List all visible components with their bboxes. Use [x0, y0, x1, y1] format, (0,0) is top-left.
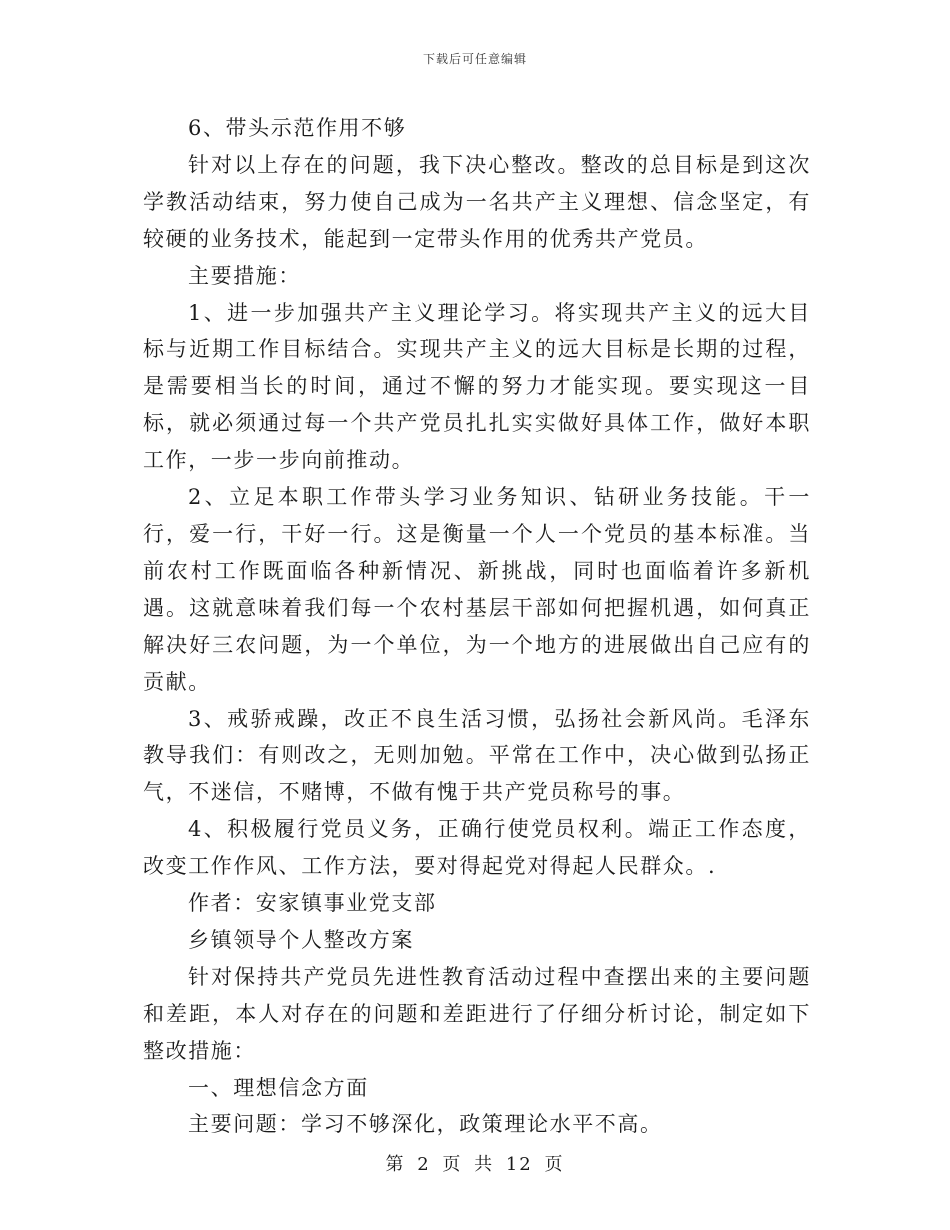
- paragraph-measure-2: 2、立足本职工作带头学习业务知识、钻研业务技能。干一行，爱一行，干好一行。这是衡量一个人一个党员的基本标准。当前农村工作既面临各种新情况、新挑战，同时也面临着许多新机遇。这就意味着我们每一个农村基层干部如何把握机遇，如何真正解决好三农问题，为一个单位，为一个地方的进展做出自己应有的贡献。: [143, 485, 811, 694]
- paragraph-overall-goal: 针对以上存在的问题，我下决心整改。整改的总目标是到这次学教活动结束，努力使自己成为一名共产主义理想、信念坚定，有较硬的业务技术，能起到一定带头作用的优秀共产党员。: [143, 152, 811, 251]
- paragraph-item-6-heading: 6、带头示范作用不够: [188, 116, 407, 140]
- paragraph-measure-3: 3、戒骄戒躁，改正不良生活习惯，弘扬社会新风尚。毛泽东教导我们：有则改之，无则加勉。平常在工作中，决心做到弘扬正气，不迷信，不赌博，不做有愧于共产党员称号的事。: [143, 706, 811, 805]
- paragraph-section-title: 乡镇领导个人整改方案: [188, 927, 414, 952]
- paragraph-subheading-ideals: 一、理想信念方面: [188, 1075, 369, 1100]
- paragraph-measure-1: 1、进一步加强共产主义理论学习。将实现共产主义的远大目标与近期工作目标结合。实现共产主义的远大目标是长期的过程，是需要相当长的时间，通过不懈的努力才能实现。要实现这一目标，就必须通过每一个共产党员扎扎实实做好具体工作，做好本职工作，一步一步向前推动。: [143, 300, 811, 473]
- paragraph-author: 作者：安家镇事业党支部: [188, 891, 437, 916]
- page-number-footer: 第 2 页 共 12 页: [385, 1154, 565, 1175]
- paragraph-measure-4: 4、积极履行党员义务，正确行使党员权利。端正工作态度，改变工作作风、工作方法，要对得起党对得起人民群众。.: [143, 817, 811, 879]
- page-header: 下载后可任意编辑: [422, 52, 527, 66]
- paragraph-main-problem: 主要问题：学习不够深化，政策理论水平不高。: [188, 1112, 663, 1137]
- paragraph-main-measures-heading: 主要措施：: [188, 263, 301, 288]
- document-body: [143, 110, 811, 1143]
- paragraph-intro: 针对保持共产党员先进性教育活动过程中查摆出来的主要问题和差距，本人对存在的问题和差距进行了仔细分析讨论，制定如下整改措施：: [143, 964, 811, 1063]
